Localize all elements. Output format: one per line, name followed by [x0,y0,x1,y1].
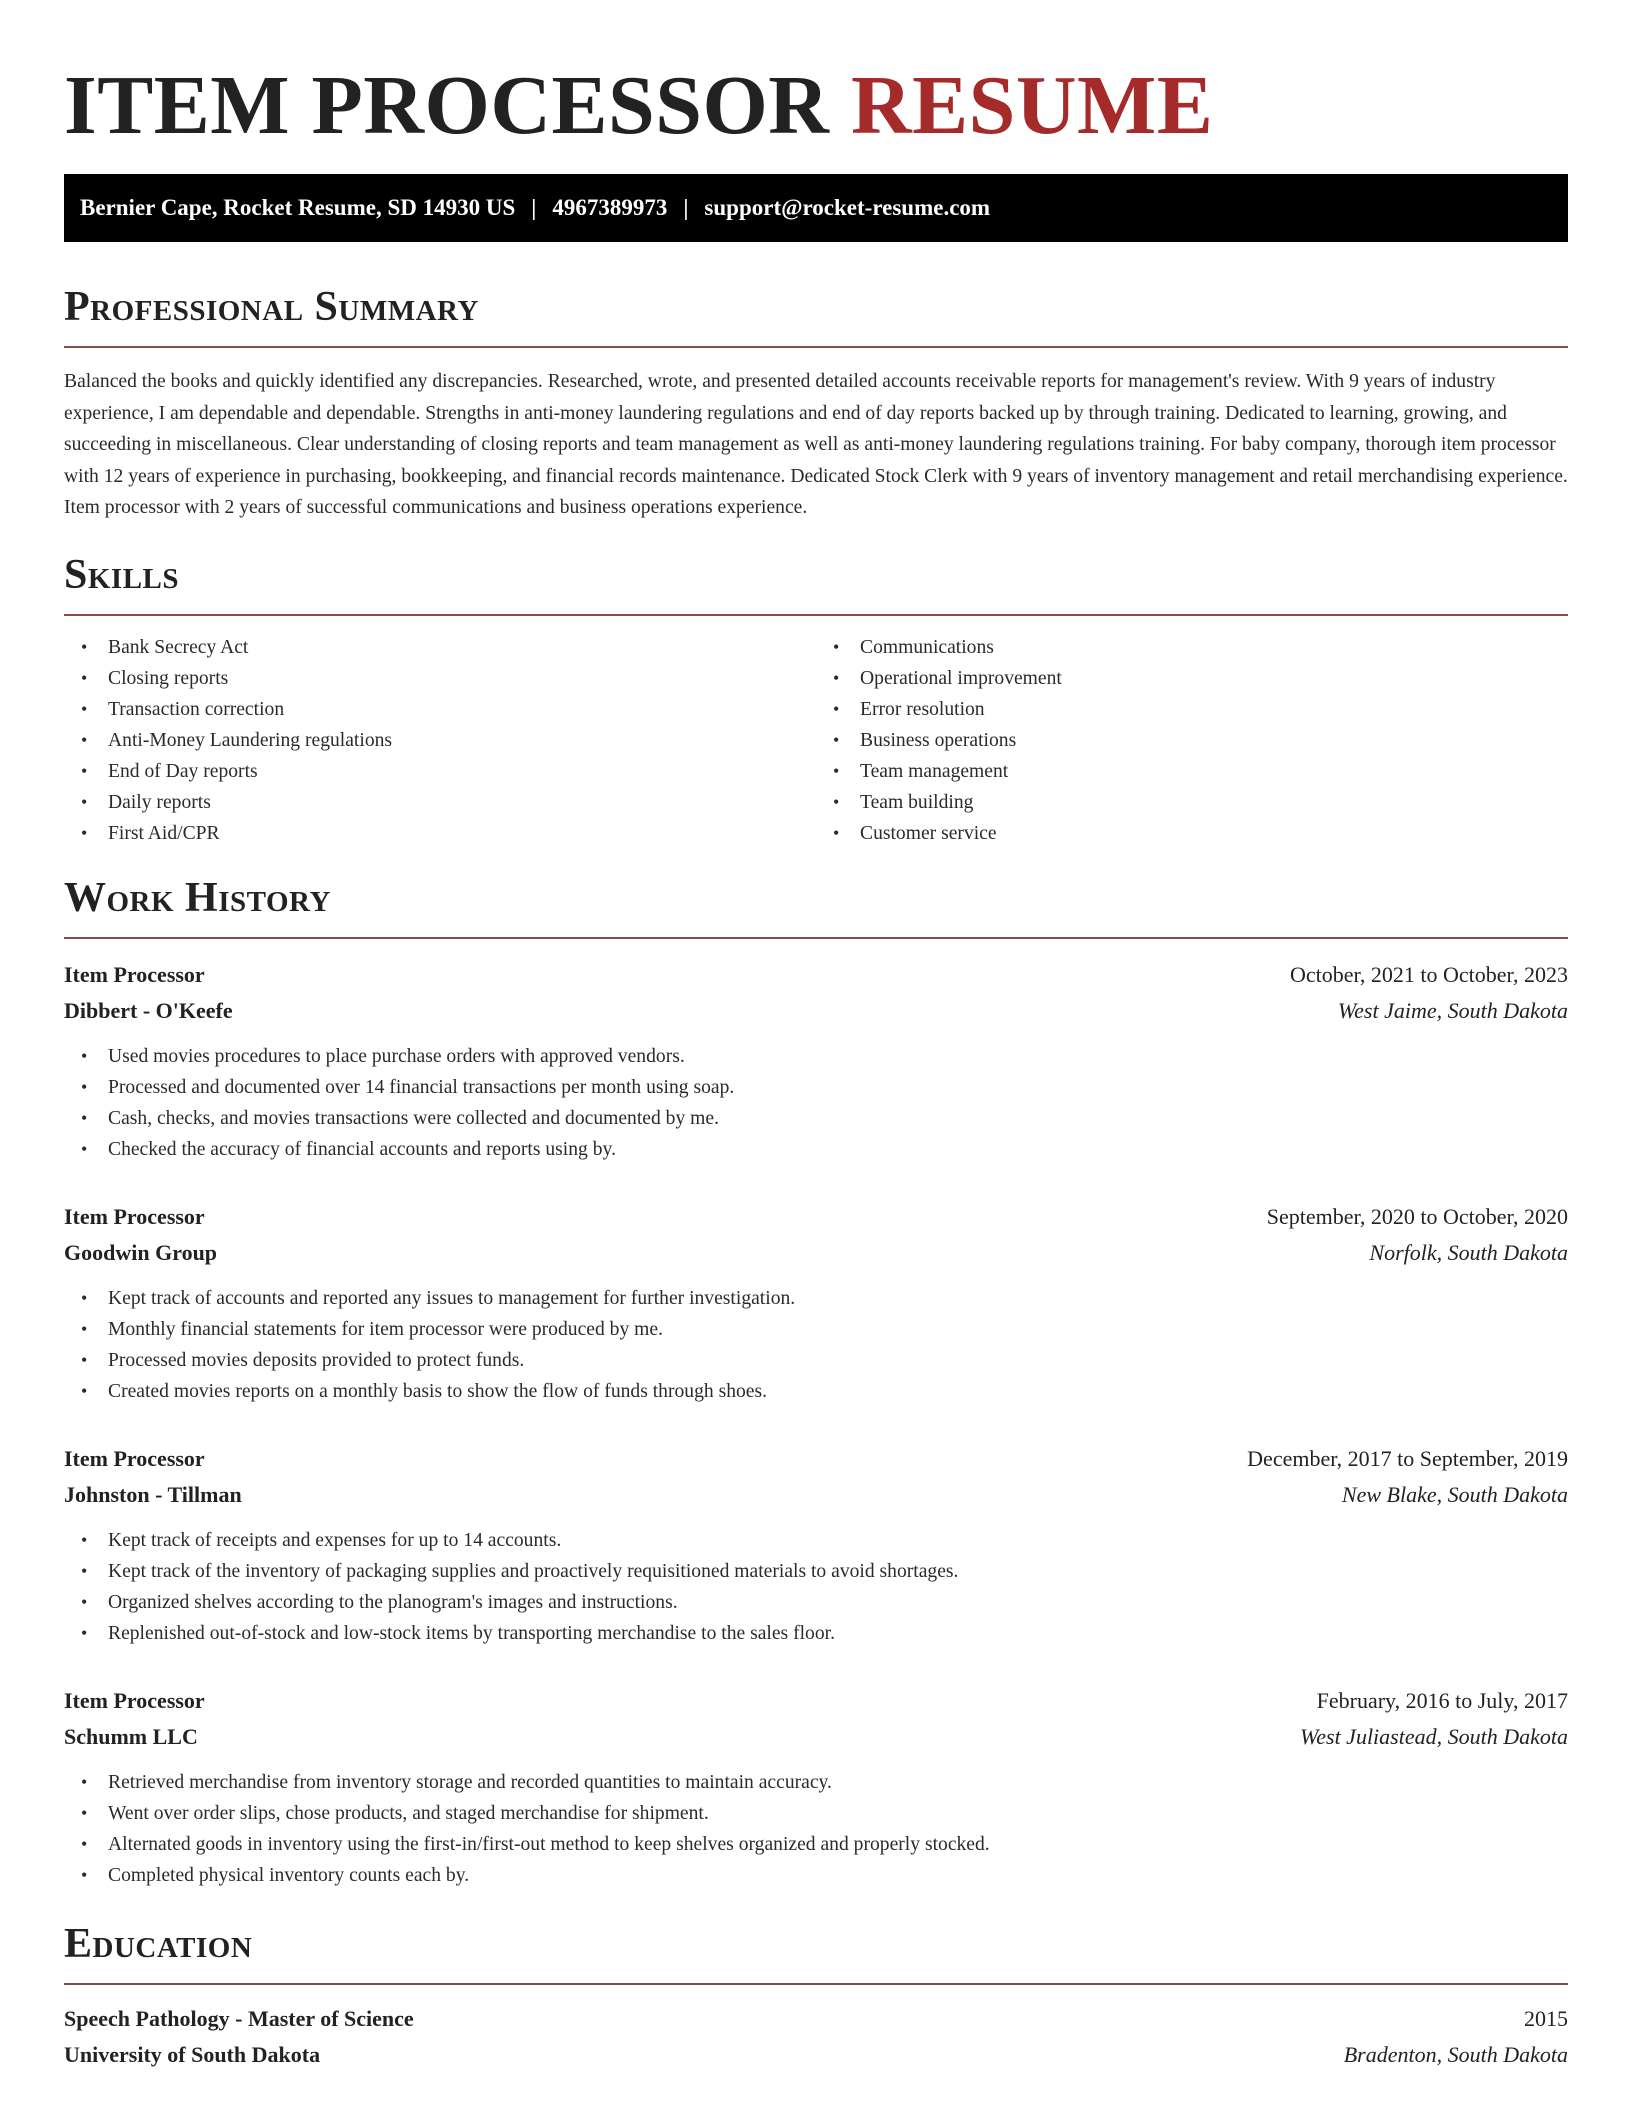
skills-heading: Skills [64,550,1568,616]
skill-item: • Business operations [860,725,1568,756]
skill-item: • End of Day reports [108,756,816,787]
job-location: New Blake, South Dakota [1341,1481,1568,1507]
skill-item: • Customer service [860,818,1568,849]
job-position: Item Processor [64,1445,205,1471]
job-duty-item: • Completed physical inventory counts each by. [108,1860,1568,1891]
job-location: Norfolk, South Dakota [1369,1239,1568,1265]
job-duties [64,1041,1568,1165]
job-dates: September, 2020 to October, 2020 [1266,1203,1568,1229]
contact-phone: 4967389973 [552,195,668,220]
education-degree: Speech Pathology - Master of Science [64,2005,414,2031]
job-position: Item Processor [64,1203,205,1229]
job-position: Item Processor [64,961,205,987]
job-duties [64,1767,1568,1891]
job-company: Dibbert - O'Keefe [64,997,233,1023]
title-accent: RESUME [850,59,1214,152]
job-entry [64,1441,1568,1649]
contact-bar [64,174,1568,242]
job-duties [64,1283,1568,1407]
skill-item: • Bank Secrecy Act [108,632,816,663]
resume-title [64,0,1568,156]
education-location: Bradenton, South Dakota [1343,2041,1568,2067]
job-duty-item: • Processed and documented over 14 financial transactions per month using soap. [108,1072,1568,1103]
job-duty-item: • Kept track of receipts and expenses for up to 14 accounts. [108,1525,1568,1556]
job-company: Johnston - Tillman [64,1481,242,1507]
work-history-heading: Work History [64,873,1568,939]
job-duty-item: • Used movies procedures to place purchase orders with approved vendors. [108,1041,1568,1072]
skill-item: • First Aid/CPR [108,818,816,849]
education-school: University of South Dakota [64,2041,321,2067]
job-company: Goodwin Group [64,1239,218,1265]
skill-item: • Error resolution [860,694,1568,725]
job-dates: February, 2016 to July, 2017 [1316,1687,1568,1713]
job-company: Schumm LLC [64,1723,198,1749]
skills-list [64,632,1568,849]
job-dates: December, 2017 to September, 2019 [1247,1445,1568,1471]
skill-item: • Team management [860,756,1568,787]
job-duty-item: • Monthly financial statements for item processor were produced by me. [108,1314,1568,1345]
job-duty-item: • Processed movies deposits provided to protect funds. [108,1345,1568,1376]
job-duty-item: • Retrieved merchandise from inventory storage and recorded quantities to maintain accuracy. [108,1767,1568,1798]
summary-text: Balanced the books and quickly identified any discrepancies. Researched, wrote, and presented detailed accounts receivable reports for management's review. With 9 years of industry experience, I am dependable and dependable. Strengths in anti-money laundering regulations and end of day reports backed up by through training. Dedicated to learning, growing, and succeeding in miscellaneous. Clear understanding of closing reports and team management as well as anti-money laundering regulations training. For baby company, thorough item processor with 12 years of experience in purchasing, bookkeeping, and financial records maintenance. Dedicated Stock Clerk with 9 years of inventory management and retail merchandising experience. Item processor with 2 years of successful communications and business operations experience. [64,371,1568,518]
job-location: West Juliastead, South Dakota [1299,1723,1568,1749]
education-entry [64,2001,1568,2073]
job-duty-item: • Checked the accuracy of financial accounts and reports using by. [108,1134,1568,1165]
job-duty-item: • Created movies reports on a monthly basis to show the flow of funds through shoes. [108,1376,1568,1407]
job-dates: October, 2021 to October, 2023 [1289,961,1568,987]
job-duty-item: • Replenished out-of-stock and low-stock items by transporting merchandise to the sales floor. [108,1618,1568,1649]
skills-column-left [64,632,816,849]
skills-column-right [816,632,1568,849]
job-duty-item: • Kept track of the inventory of packaging supplies and proactively requisitioned materials to avoid shortages. [108,1556,1568,1587]
contact-separator: | [531,195,537,220]
job-duty-item: • Kept track of accounts and reported any issues to management for further investigation. [108,1283,1568,1314]
skill-item: • Anti-Money Laundering regulations [108,725,816,756]
title-main: ITEM PROCESSOR [64,59,830,152]
job-entry [64,1199,1568,1407]
job-position: Item Processor [64,1687,205,1713]
education-year: 2015 [1524,2005,1568,2031]
skill-item: • Closing reports [108,663,816,694]
education-heading: Education [64,1919,1568,1985]
skill-item: • Daily reports [108,787,816,818]
summary-heading: Professional Summary [64,282,1568,348]
job-duty-item: • Organized shelves according to the planogram's images and instructions. [108,1587,1568,1618]
skill-item: • Operational improvement [860,663,1568,694]
job-entry [64,1683,1568,1891]
skill-item: • Communications [860,632,1568,663]
job-duty-item: • Cash, checks, and movies transactions were collected and documented by me. [108,1103,1568,1134]
contact-separator: | [683,195,689,220]
job-location: West Jaime, South Dakota [1337,997,1568,1023]
job-duty-item: • Went over order slips, chose products, and staged merchandise for shipment. [108,1798,1568,1829]
job-entry [64,957,1568,1165]
contact-email: support@rocket-resume.com [704,195,991,220]
skill-item: • Transaction correction [108,694,816,725]
contact-address: Bernier Cape, Rocket Resume, SD 14930 US [80,195,516,220]
job-duties [64,1525,1568,1649]
job-duty-item: • Alternated goods in inventory using the first-in/first-out method to keep shelves organized and properly stocked. [108,1829,1568,1860]
work-history-list [64,957,1568,1891]
skill-item: • Team building [860,787,1568,818]
